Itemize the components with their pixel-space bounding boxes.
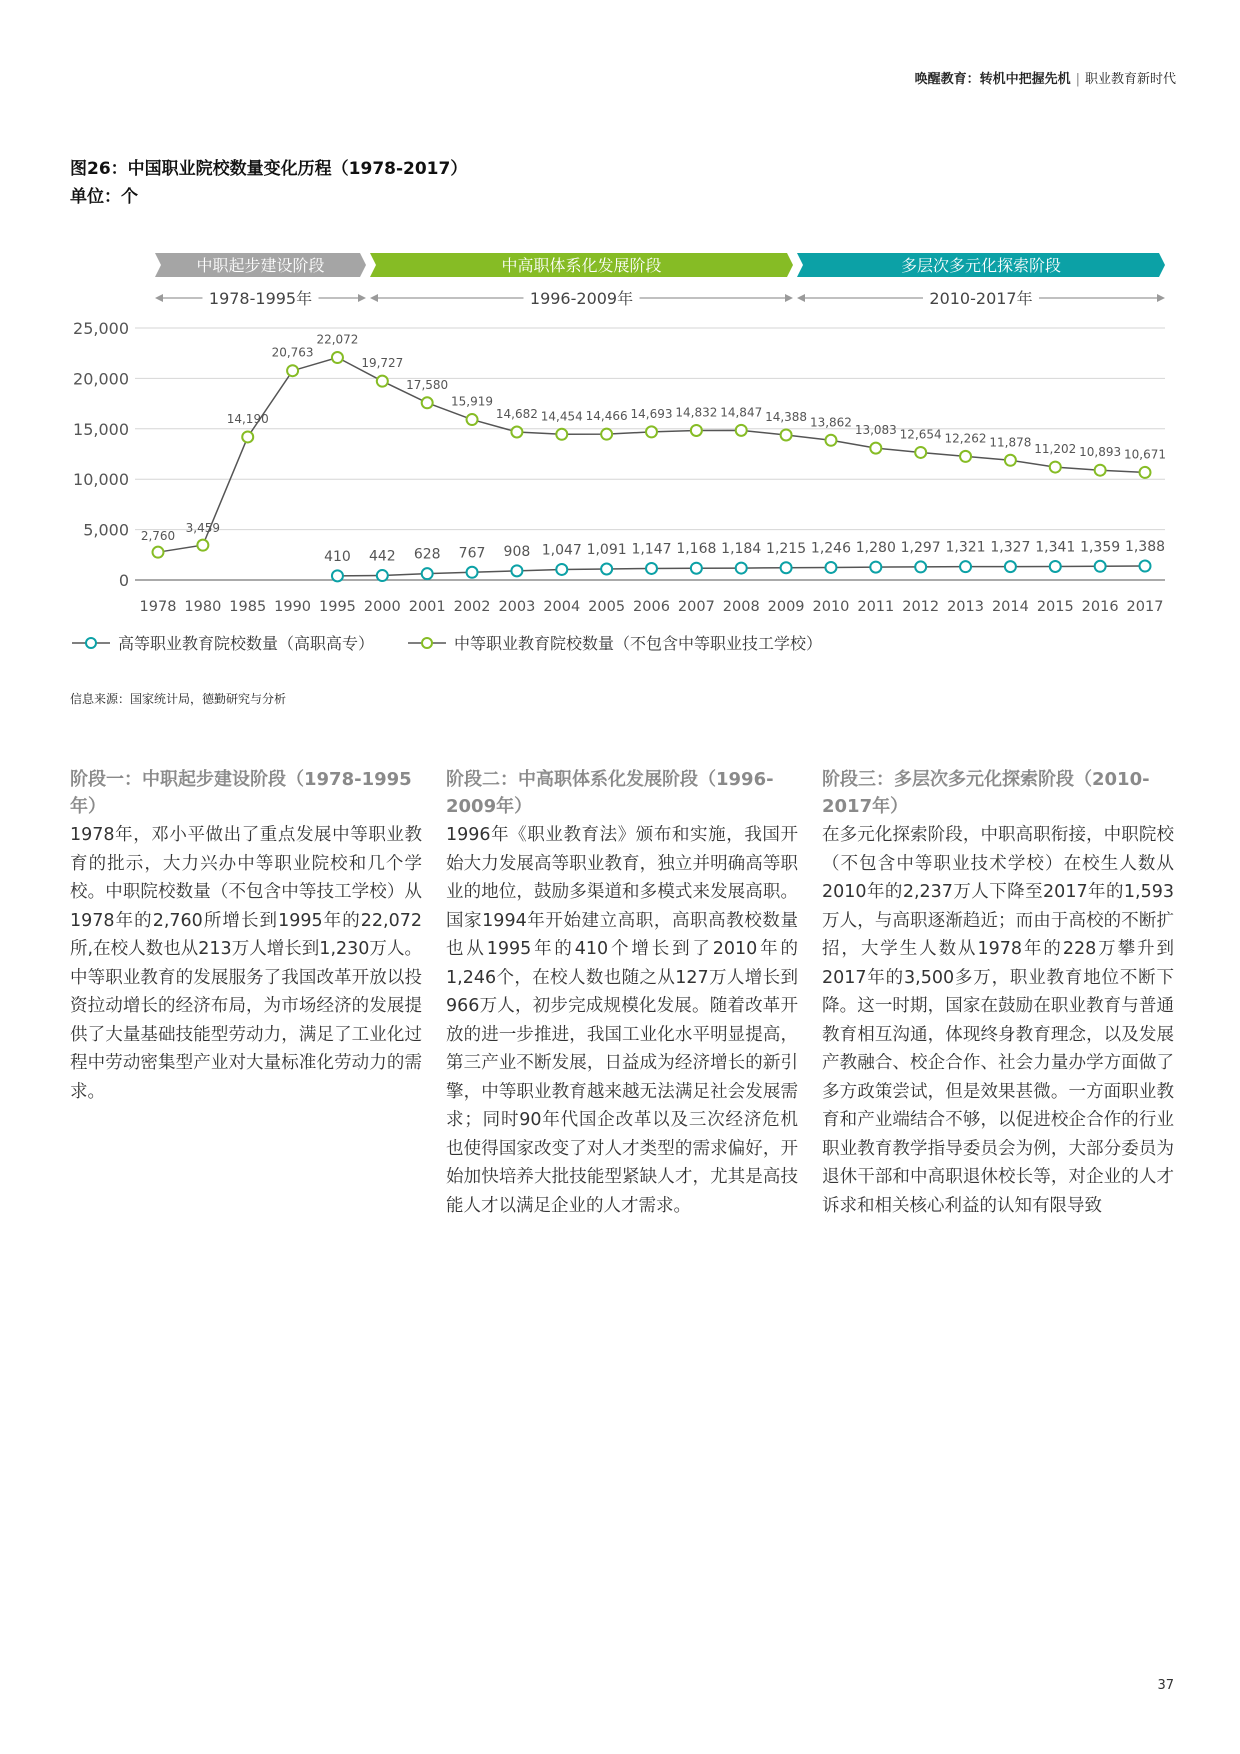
data-label: 12,262: [944, 431, 987, 446]
data-point: [1005, 455, 1016, 466]
data-label: 1,215: [766, 540, 807, 557]
data-point: [691, 563, 702, 574]
data-point: [511, 565, 522, 576]
data-label: 13,862: [809, 415, 852, 430]
x-tick-label: 1980: [184, 599, 222, 615]
stage-three-column: [822, 766, 1174, 1220]
data-point: [781, 429, 792, 440]
x-tick-label: 2010: [812, 599, 850, 615]
data-point: [781, 562, 792, 573]
x-tick-label: 2017: [1126, 599, 1164, 615]
x-tick-label: 2005: [588, 599, 626, 615]
stage-period-label: 2010-2017年: [929, 289, 1033, 308]
data-point: [601, 429, 612, 440]
data-label: 410: [324, 548, 351, 565]
stage-banner-label: 中高职体系化发展阶段: [501, 256, 662, 275]
data-label: 628: [413, 546, 441, 563]
data-point: [736, 563, 747, 574]
period-arrow-head: [797, 294, 805, 302]
data-label: 10,893: [1079, 445, 1122, 460]
data-label: 15,919: [451, 394, 494, 409]
figure-title: 图26：中国职业院校数量变化历程（1978-2017）: [70, 159, 468, 179]
data-label: 14,454: [540, 409, 583, 424]
stage-banner-label: 多层次多元化探索阶段: [900, 256, 1062, 275]
legend-label: 中等职业教育院校数量（不包含中等职业技工学校）: [454, 634, 823, 653]
data-label: 1,246: [810, 540, 852, 557]
data-label: 1,047: [541, 542, 582, 559]
stage-three-title: 阶段三：多层次多元化探索阶段（2010-2017年）: [822, 769, 1150, 817]
source-note: 信息来源：国家统计局，德勤研究与分析: [70, 692, 287, 706]
data-point: [153, 547, 164, 558]
stage-one-title: 阶段一：中职起步建设阶段（1978-1995年）: [70, 769, 412, 817]
data-point: [646, 426, 657, 437]
data-label: 3,459: [185, 521, 221, 536]
y-tick-label: 10,000: [73, 470, 129, 490]
data-label: 767: [458, 545, 486, 562]
data-label: 1,280: [855, 540, 896, 557]
y-tick-label: 20,000: [73, 369, 129, 389]
x-tick-label: 2014: [991, 599, 1029, 615]
data-label: 2,760: [140, 529, 176, 544]
x-tick-label: 1985: [229, 599, 267, 615]
data-point: [1050, 462, 1061, 473]
x-tick-label: 1995: [319, 599, 356, 615]
data-point: [825, 435, 836, 446]
figure-caption: [70, 155, 467, 211]
y-tick-label: 0: [118, 571, 129, 590]
x-tick-label: 2001: [408, 599, 446, 615]
data-label: 13,083: [854, 423, 897, 438]
data-point: [1095, 465, 1106, 476]
data-point: [915, 447, 926, 458]
x-tick-label: 2000: [363, 599, 401, 615]
data-point: [691, 425, 702, 436]
legend-label: 高等职业教育院校数量（高职高专）: [118, 634, 375, 653]
data-label: 11,202: [1034, 442, 1077, 457]
stage-banner-label: 中职起步建设阶段: [196, 256, 325, 275]
data-label: 11,878: [989, 435, 1032, 450]
x-tick-label: 2009: [767, 599, 805, 615]
data-point: [197, 540, 208, 551]
data-point: [332, 352, 343, 363]
data-label: 1,184: [721, 541, 762, 558]
data-point: [377, 376, 388, 387]
data-label: 1,091: [586, 542, 627, 559]
data-label: 442: [368, 548, 396, 565]
page-number: 37: [1157, 1678, 1174, 1693]
x-tick-label: 2016: [1081, 599, 1119, 615]
data-label: 1,321: [945, 539, 986, 556]
period-arrow-head: [155, 294, 163, 302]
x-tick-label: 2002: [453, 599, 491, 615]
data-point: [556, 429, 567, 440]
x-tick-label: 2013: [947, 599, 984, 615]
x-tick-label: 1990: [274, 599, 312, 615]
x-tick-label: 2011: [857, 599, 895, 615]
data-point: [915, 561, 926, 572]
stage-two-title: 阶段二：中高职体系化发展阶段（1996-2009年）: [446, 769, 774, 817]
data-label: 12,654: [899, 427, 942, 442]
x-tick-label: 1978: [139, 599, 177, 615]
data-point: [287, 365, 298, 376]
x-tick-label: 2003: [498, 599, 536, 615]
stage-one-body: 1978年，邓小平做出了重点发展中等职业教育的批示，大力兴办中等职业院校和几个学校。中职院校数量（不包含中等技工学校）从1978年的2,760所增长到1995年的22,072所,在校人数也从213万人增长到1,230万人。中等职业教育的发展服务了我国改革开放以投资拉动增长的经济布局，为市场经济的发展提供了大量基础技能型劳动力，满足了工业化过程中劳动密集型产业对大量标准化劳动力的需求。: [70, 825, 422, 1102]
data-point: [601, 564, 612, 575]
legend-marker: [86, 638, 96, 648]
data-label: 14,847: [720, 405, 763, 420]
data-label: 1,388: [1124, 539, 1166, 556]
x-tick-label: 2008: [722, 599, 760, 615]
vocational-schools-chart: [0, 240, 1240, 680]
data-point: [1005, 561, 1016, 572]
data-label: 908: [503, 543, 531, 560]
stage-one-column: [70, 766, 422, 1106]
data-label: 1,327: [990, 539, 1031, 556]
data-point: [960, 451, 971, 462]
x-tick-label: 2007: [677, 599, 715, 615]
data-label: 14,693: [630, 406, 673, 421]
y-tick-label: 5,000: [83, 520, 129, 540]
data-point: [736, 425, 747, 436]
data-label: 20,763: [271, 345, 314, 360]
data-label: 10,671: [1124, 447, 1166, 462]
stage-two-body: 1996年《职业教育法》颁布和实施，我国开始大力发展高等职业教育，独立并明确高等职业的地位，鼓励多渠道和多模式来发展高职。国家1994年开始建立高职，高职高教校数量也从1995年的410个增长到了2010年的1,246个，在校人数也随之从127万人增长到966万人，初步完成规模化发展。随着改革开放的进一步推进，我国工业化水平明显提高，第三产业不断发展，日益成为经济增长的新引擎，中等职业教育越来越无法满足社会发展需求；同时90年代国企改革以及三次经济危机也使得国家改变了对人才类型的需求偏好，开始加快培养大批技能型紧缺人才，尤其是高技能人才以满足企业的人才需求。: [446, 825, 798, 1216]
x-tick-label: 2012: [902, 599, 940, 615]
stage-three-body: 在多元化探索阶段，中职高职衔接，中职院校（不包含中等职业技术学校）在校生人数从2010年的2,237万人下降至2017年的1,593万人，与高职逐渐趋近；而由于高校的不断扩招，大学生人数从1978年的228万攀升到2017年的3,500多万，职业教育地位不断下降。这一时期，国家在鼓励在职业教育与普通教育相互沟通，体现终身教育理念，以及发展产教融合、校企合作、社会力量办学方面做了多方政策尝试，但是效果甚微。一方面职业教育和产业端结合不够，以促进校企合作的行业职业教育教学指导委员会为例，大部分委员为退休干部和中高职退休校长等，对企业的人才诉求和相关核心利益的认知有限导致: [822, 825, 1174, 1216]
data-label: 14,190: [226, 411, 269, 426]
data-point: [422, 397, 433, 408]
y-tick-label: 15,000: [73, 419, 129, 439]
data-label: 14,682: [495, 407, 538, 422]
data-point: [825, 562, 836, 573]
running-header: [915, 68, 1176, 87]
data-point: [332, 570, 343, 581]
data-point: [242, 431, 253, 442]
data-point: [1095, 561, 1106, 572]
data-label: 1,359: [1080, 539, 1121, 556]
data-label: 14,832: [675, 405, 718, 420]
legend-marker: [422, 638, 432, 648]
data-label: 1,297: [900, 539, 941, 556]
x-tick-label: 2006: [633, 599, 670, 615]
header-title-bold: 唤醒教育：转机中把握先机: [914, 72, 1071, 87]
data-point: [422, 568, 433, 579]
data-point: [1050, 561, 1061, 572]
data-label: 1,168: [676, 541, 717, 558]
stage-period-label: 1996-2009年: [529, 289, 634, 308]
header-title-rest: 职业教育新时代: [1084, 72, 1176, 87]
header-separator: |: [1075, 72, 1080, 87]
data-label: 1,147: [631, 541, 672, 558]
data-point: [870, 443, 881, 454]
data-label: 22,072: [316, 332, 359, 347]
data-point: [1140, 467, 1151, 478]
data-label: 14,466: [585, 409, 628, 424]
stage-period-label: 1978-1995年: [208, 289, 313, 308]
data-point: [1140, 561, 1151, 572]
x-tick-label: 2004: [543, 599, 581, 615]
stage-two-column: [446, 766, 798, 1220]
y-tick-label: 25,000: [73, 319, 129, 338]
data-point: [556, 564, 567, 575]
period-arrow-head: [785, 294, 793, 302]
data-point: [467, 414, 478, 425]
data-point: [870, 562, 881, 573]
period-arrow-head: [370, 294, 378, 302]
data-label: 17,580: [406, 377, 449, 392]
period-arrow-head: [358, 294, 366, 302]
figure-unit: 单位：个: [70, 187, 138, 207]
data-point: [960, 561, 971, 572]
data-point: [646, 563, 657, 574]
data-point: [511, 427, 522, 438]
data-label: 1,341: [1035, 539, 1076, 556]
data-point: [377, 570, 388, 581]
data-label: 14,388: [765, 409, 808, 424]
data-label: 19,727: [361, 356, 404, 371]
x-tick-label: 2015: [1036, 599, 1074, 615]
period-arrow-head: [1157, 294, 1165, 302]
data-point: [467, 567, 478, 578]
